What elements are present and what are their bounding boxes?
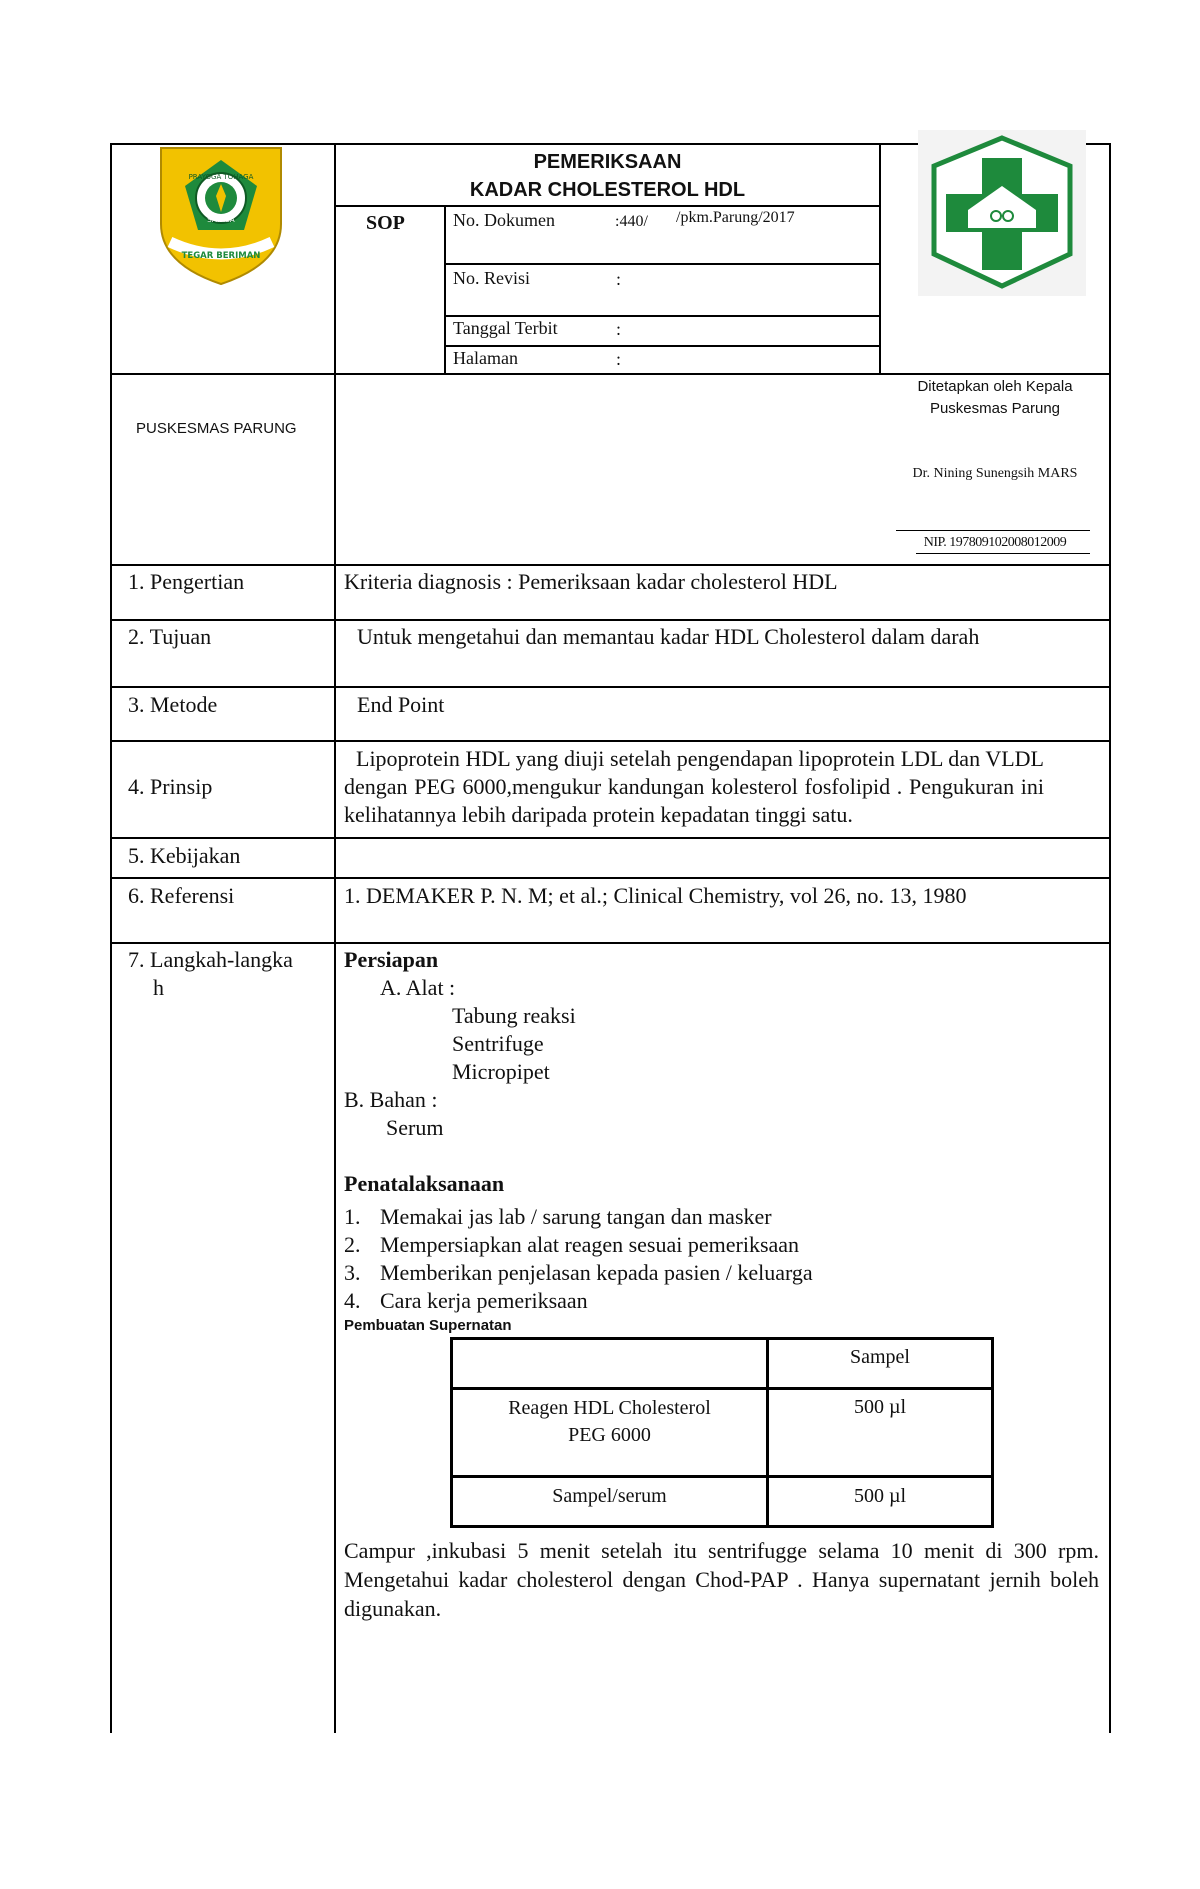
alat-item: Micropipet — [452, 1059, 550, 1084]
sop-title-line2: KADAR CHOLESTEROL HDL — [469, 179, 746, 201]
section-label-tujuan: 2. Tujuan — [128, 624, 212, 649]
svg-text:SAYAGA: SAYAGA — [207, 216, 235, 224]
field-value-no-revisi: : — [616, 269, 622, 289]
field-value-halaman: : — [616, 349, 622, 369]
sop-title-line1: PEMERIKSAAN — [533, 151, 682, 173]
field-value-no-dokumen-b: /pkm.Parung/2017 — [676, 209, 795, 226]
alat-item: Tabung reaksi — [452, 1003, 576, 1028]
closing-paragraph: Campur ,inkubasi 5 menit setelah itu sentrifugge selama 10 menit di 300 rpm. Mengetahui kadar cholesterol dengan Chod-PAP . Hanya supernatant jernih boleh digunakan. — [344, 1538, 1099, 1621]
step-item: 2. Mempersiapkan alat reagen sesuai pemeriksaan — [344, 1232, 800, 1257]
field-label-halaman: Halaman — [453, 348, 518, 368]
section-label-langkah: 7. Langkah-langka — [128, 947, 293, 972]
field-label-tanggal-terbit: Tanggal Terbit — [453, 318, 558, 338]
field-label-no-dokumen: No. Dokumen — [453, 210, 555, 230]
bahan-heading: B. Bahan : — [344, 1087, 438, 1112]
field-value-tanggal-terbit: : — [616, 319, 622, 339]
approval-line1: Ditetapkan oleh Kepala — [917, 378, 1073, 395]
svg-text:PRAYOGA TOHAGA: PRAYOGA TOHAGA — [188, 173, 254, 181]
step-item: 4. Cara kerja pemeriksaan — [344, 1288, 588, 1313]
supernatan-heading: Pembuatan Supernatan — [344, 1317, 512, 1334]
section-content-tujuan: Untuk mengetahui dan memantau kadar HDL Cholesterol dalam darah — [357, 624, 980, 649]
section-label-prinsip: 4. Prinsip — [128, 774, 213, 799]
section-content-pengertian: Kriteria diagnosis : Pemeriksaan kadar cholesterol HDL — [344, 569, 838, 594]
penatalaksanaan-heading: Penatalaksanaan — [344, 1171, 505, 1196]
section-content-prinsip: Lipoprotein HDL yang diuji setelah pengendapan lipoprotein LDL dan VLDL dengan PEG 6000,mengukur kandungan kolesterol fosfolipid . Pengukuran ini kelihatannya lebih daripada protein kepadatan tinggi satu. — [344, 746, 1044, 827]
section-label-metode: 3. Metode — [128, 692, 218, 717]
section-label-referensi: 6. Referensi — [128, 883, 235, 908]
table-row-value: 500 µl — [853, 1485, 907, 1507]
table-header-sampel: Sampel — [850, 1346, 910, 1368]
svg-text:TEGAR BERIMAN: TEGAR BERIMAN — [181, 251, 261, 261]
field-value-no-dokumen-a: :440/ — [615, 213, 648, 230]
section-label-kebijakan: 5. Kebijakan — [128, 843, 241, 868]
section-label-langkah-cont: h — [153, 975, 164, 1000]
field-label-no-revisi: No. Revisi — [453, 268, 531, 288]
puskesmas-logo — [918, 130, 1086, 296]
section-content-metode: End Point — [357, 692, 445, 717]
section-content-referensi: 1. DEMAKER P. N. M; et al.; Clinical Chemistry, vol 26, no. 13, 1980 — [344, 883, 967, 908]
persiapan-heading: Persiapan — [344, 947, 439, 972]
alat-heading: A. Alat : — [380, 975, 456, 1000]
org-name: PUSKESMAS PARUNG — [136, 420, 297, 437]
signatory-name: Dr. Nining Sunengsih MARS — [912, 466, 1078, 481]
approval-line2: Puskesmas Parung — [929, 400, 1061, 417]
sop-label: SOP — [366, 212, 405, 234]
nip: NIP. 197809102008012009 — [923, 535, 1067, 550]
alat-item: Sentrifuge — [452, 1031, 544, 1056]
bahan-item: Serum — [386, 1115, 444, 1140]
table-row-item: Sampel/serum — [552, 1485, 667, 1507]
regency-emblem-logo — [158, 146, 284, 286]
table-row-item-cont: PEG 6000 — [568, 1424, 651, 1446]
step-item: 3. Memberikan penjelasan kepada pasien / keluarga — [344, 1260, 813, 1285]
section-label-pengertian: 1. Pengertian — [128, 569, 245, 594]
table-row-value: 500 µl — [853, 1396, 907, 1418]
table-row-item: Reagen HDL Cholesterol — [508, 1397, 711, 1419]
step-item: 1. Memakai jas lab / sarung tangan dan masker — [344, 1204, 772, 1229]
